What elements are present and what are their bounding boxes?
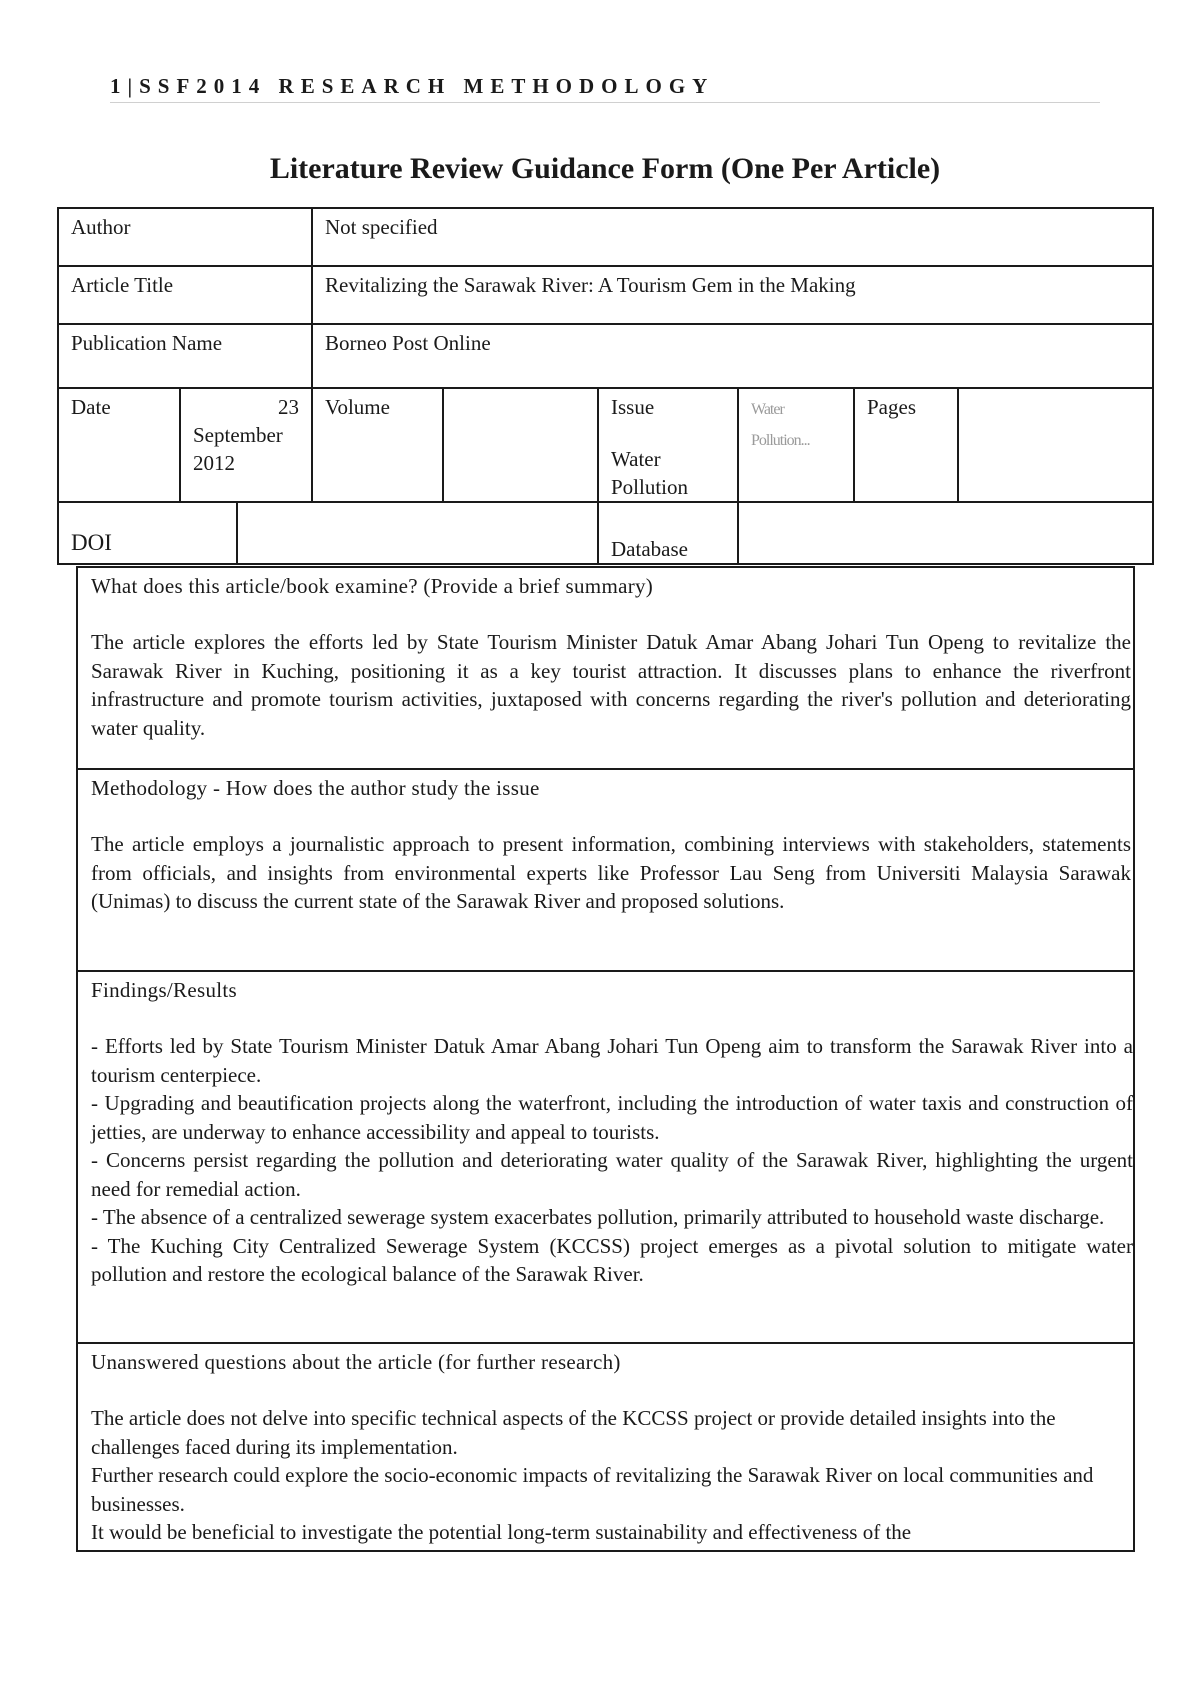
issue-cell [598,388,738,502]
issue-label: Issue [611,395,655,419]
methodology-section [78,770,1133,972]
doi-label-cell [58,502,237,564]
issue-faint-note: Water Pollution... [751,401,810,449]
article-title-value[interactable]: Revitalizing the Sarawak River: A Tourism Gem in the Making [312,266,1153,324]
database-label-cell [598,502,738,564]
article-title-row [58,266,1153,324]
finding-item[interactable]: - The absence of a centralized sewerage system exacerbates pollution, primarily attributed to household waste discharge. [91,1205,1105,1229]
methodology-heading: Methodology - How does the author study the issue [91,776,540,800]
unanswered-heading: Unanswered questions about the article (for further research) [91,1350,621,1374]
unanswered-paragraph[interactable]: Further research could explore the socio-economic impacts of revitalizing the Sarawak River on local communities and businesses. [91,1463,1094,1516]
database-value[interactable] [738,502,1153,564]
publication-value[interactable]: Borneo Post Online [312,324,1153,388]
summary-body[interactable]: The article explores the efforts led by State Tourism Minister Datuk Amar Abang Johari Tun Openg to revitalize the Sarawak River in Kuching, positioning it as a key tourist attraction. It discusses plans to enhance the riverfront infrastructure and promote tourism activities, juxtaposed with concerns regarding the river's pollution and deteriorating water quality. [91,630,1131,740]
author-row [58,208,1153,266]
doi-row [58,502,1153,564]
header-rule [110,102,1100,103]
article-title-label: Article Title [58,266,312,324]
findings-heading: Findings/Results [91,978,237,1002]
form-title: Literature Review Guidance Form (One Per Article) [269,152,941,185]
unanswered-paragraph[interactable]: The article does not delve into specific technical aspects of the KCCSS project or provide detailed insights into the challenges faced during its implementation. [91,1406,1056,1459]
publication-row [58,324,1153,388]
date-label: Date [58,388,180,502]
date-value[interactable]: 23 September 2012 [180,388,312,502]
findings-section [78,972,1133,1344]
publication-label: Publication Name [58,324,312,388]
volume-label: Volume [312,388,443,502]
article-metadata-table [57,207,1154,565]
finding-item[interactable]: - The Kuching City Centralized Sewerage System (KCCSS) project emerges as a pivotal solution to mitigate water pollution and restore the ecological balance of the Sarawak River. [91,1233,1133,1286]
doi-label: DOI [71,530,112,555]
unanswered-section [78,1344,1133,1552]
author-value[interactable]: Not specified [312,208,1153,266]
summary-heading: What does this article/book examine? (Provide a brief summary) [91,574,654,598]
database-label: Database [611,537,688,561]
finding-item[interactable]: - Efforts led by State Tourism Minister Datuk Amar Abang Johari Tun Openg aim to transform the Sarawak River into a tourism centerpiece. [91,1034,1133,1087]
unanswered-paragraph[interactable]: It would be beneficial to investigate the potential long-term sustainability and effectiveness of the [91,1520,912,1544]
issue-text: Water Pollution [611,447,689,499]
methodology-body[interactable]: The article employs a journalistic approach to present information, combining interviews with stakeholders, statements from officials, and insights from environmental experts like Professor Lau Seng from Universiti Malaysia Sarawak (Unimas) to discuss the current state of the Sarawak River and proposed solutions. [91,832,1131,913]
author-label: Author [58,208,312,266]
summary-section [78,568,1133,770]
volume-value[interactable] [443,388,598,502]
review-sections [76,566,1135,1552]
issue-value[interactable] [738,388,854,502]
date-row [58,388,1153,502]
doi-value[interactable] [237,502,598,564]
finding-item[interactable]: - Concerns persist regarding the pollution and deteriorating water quality of the Sarawak River, highlighting the urgent need for remedial action. [91,1148,1133,1201]
pages-value[interactable] [958,388,1153,502]
running-header: 1|SSF2014 RESEARCH METHODOLOGY [110,74,715,98]
pages-label: Pages [854,388,958,502]
finding-item[interactable]: - Upgrading and beautification projects along the waterfront, including the introduction of water taxis and construction of jetties, are underway to enhance accessibility and appeal to tourists. [91,1091,1133,1144]
